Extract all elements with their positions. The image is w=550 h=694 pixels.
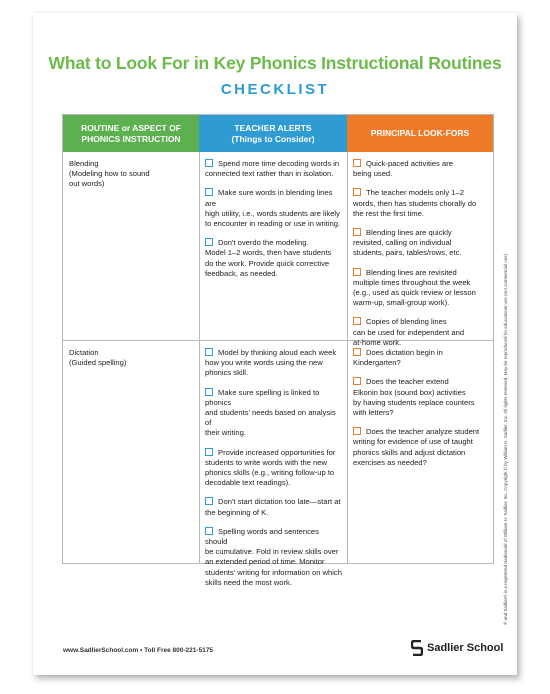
item-text: Quick-paced activities are being used. (353, 159, 453, 179)
sadlier-s-icon (411, 640, 423, 656)
row-label-dictation: Dictation (Guided spelling) (69, 348, 127, 368)
item-text: Provide increased opportunities for students to write words with the new phonics skills (e.g., writing follow-up to decodable text readings). (205, 447, 336, 488)
header-routine (63, 115, 199, 152)
list-item (205, 159, 343, 179)
dictation-principal-lookfors (353, 348, 489, 477)
checkbox[interactable] (205, 497, 213, 505)
header-alerts-line2: (Things to Consider) (231, 133, 315, 144)
list-item (353, 228, 489, 259)
list-item (205, 388, 343, 439)
item-text: Blending lines are revisited multiple times throughout the week (e.g., used as quick review or lesson warm-up, small-group work). (353, 267, 476, 308)
header-routine-line2: PHONICS INSTRUCTION (81, 133, 181, 144)
checkbox[interactable] (353, 268, 361, 276)
checkbox[interactable] (205, 388, 213, 396)
item-text: Spelling words and sentences should be cumulative. Fold in review skills over an extended period of time. Monitor students' writing for information on which skills need the most work. (205, 526, 342, 587)
checkbox[interactable] (353, 427, 361, 435)
checkbox[interactable] (353, 317, 361, 325)
list-item (205, 348, 343, 379)
checkbox[interactable] (205, 238, 213, 246)
item-text: Make sure words in blending lines are high utility, i.e., words students are likely to encounter in reading or use in writing. (205, 188, 341, 229)
checklist-table (62, 114, 494, 587)
list-item (205, 448, 343, 489)
sadlier-logo (411, 640, 503, 656)
header-alerts-line1: TEACHER ALERTS (234, 122, 312, 133)
item-text: Does the teacher extend Elkonin box (sound box) activities by having students replace counters with letters? (353, 377, 475, 418)
list-item (353, 159, 489, 179)
item-text: Copies of blending lines can be used for independent and at-home work. (353, 317, 465, 347)
column-divider (199, 152, 200, 563)
page-title: What to Look For in Key Phonics Instructional Routines (48, 53, 502, 73)
blending-teacher-alerts (205, 159, 343, 288)
list-item (353, 317, 489, 348)
list-item (353, 377, 489, 418)
list-item (205, 497, 343, 517)
column-divider (347, 152, 348, 563)
checkbox[interactable] (353, 348, 361, 356)
list-item (353, 268, 489, 309)
item-text: Make sure spelling is linked to phonics and students' needs based on analysis of their writing. (205, 387, 336, 438)
header-routine-line1: ROUTINE or ASPECT OF (81, 122, 181, 133)
list-item (205, 238, 343, 279)
checkbox[interactable] (353, 377, 361, 385)
checkbox[interactable] (205, 348, 213, 356)
checklist-page (33, 13, 517, 675)
item-text: Blending lines are quickly revisited, calling on individual students, pairs, tables/rows, etc. (353, 228, 462, 258)
logo-text: Sadlier School (427, 642, 504, 654)
list-item (353, 188, 489, 219)
dictation-teacher-alerts (205, 348, 343, 597)
footer-contact: www.SadlierSchool.com • Toll Free 800-221-5175 (63, 647, 214, 654)
list-item (353, 427, 489, 468)
item-text: Does the teacher analyze student writing for evidence of use of taught phonics skills and adjust dictation exercises as needed? (353, 427, 480, 467)
checkbox[interactable] (353, 188, 361, 196)
item-text: Does dictation begin in Kindergarten? (353, 348, 443, 368)
checkbox[interactable] (353, 228, 361, 236)
checkbox[interactable] (205, 527, 213, 535)
header-principal-lookfors (347, 115, 493, 152)
list-item (353, 348, 489, 368)
item-text: Spend more time decoding words in connected text rather than in isolation. (205, 159, 340, 179)
item-text: Don't start dictation too late—start at the beginning of K. (205, 497, 341, 517)
list-item (205, 188, 343, 229)
blending-principal-lookfors (353, 159, 489, 357)
page-subtitle: CHECKLIST (220, 81, 330, 98)
header-teacher-alerts (199, 115, 347, 152)
item-text: Don't overdo the modeling. Model 1–2 words, then have students do the work. Provide quick corrective feedback, as needed. (205, 238, 332, 278)
checkbox[interactable] (353, 159, 361, 167)
item-text: Model by thinking aloud each week how you write words using the new phonics skill. (205, 348, 337, 378)
item-text: The teacher models only 1–2 words, then has students chorally do the rest the first time. (353, 188, 477, 218)
row-label-blending: Blending (Modeling how to sound out words) (69, 159, 150, 189)
checkbox[interactable] (205, 448, 213, 456)
list-item (205, 527, 343, 588)
checkbox[interactable] (205, 188, 213, 196)
checkbox[interactable] (205, 159, 213, 167)
header-lookfors-line1: PRINCIPAL LOOK-FORS (370, 128, 470, 138)
copyright-note: ® and Sadlier® is a registered trademark of William H. Sadlier, Inc. Copyright © by William H. Sadlier, Inc. All rights reserved. May be reproduced for educational use (not commercial use). (503, 252, 508, 625)
